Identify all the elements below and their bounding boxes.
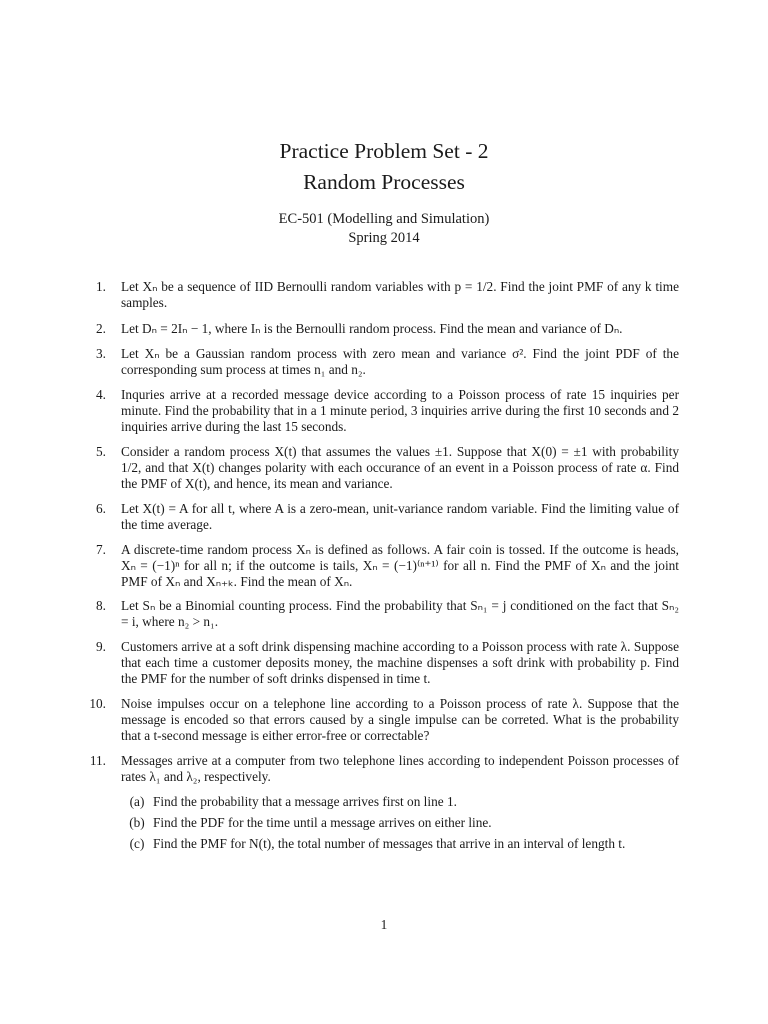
problem-number: 9. bbox=[96, 639, 106, 654]
document-title: Practice Problem Set - 2 bbox=[279, 139, 489, 163]
subpart-label: (c) bbox=[129, 836, 145, 851]
problem-number: 4. bbox=[96, 387, 106, 402]
term: Spring 2014 bbox=[348, 230, 420, 246]
problem-text: Consider a random process X(t) that assumes the values ±1. Suppose that X(0) = ±1 with probability 1/2, and that X(t) changes polarity with each occurance of an event in a Poisson process of rate α. Find the PMF of X(t), and hence, its mean and variance. bbox=[121, 444, 679, 491]
problem-number: 1. bbox=[96, 279, 106, 294]
subpart-text: Find the PMF for N(t), the total number of messages that arrive in an interval of length t. bbox=[153, 836, 626, 851]
subpart-item bbox=[121, 794, 679, 810]
problem-text: Noise impulses occur on a telephone line according to a Poisson process of rate λ. Suppose that the message is encoded so that errors caused by a single impulse can be correted. What is the probability that a t-second message is either error-free or correctable? bbox=[121, 696, 679, 743]
document-subtitle: Random Processes bbox=[303, 170, 465, 194]
problem-number: 2. bbox=[96, 321, 106, 336]
subpart-label: (a) bbox=[129, 794, 145, 809]
problem-number: 7. bbox=[96, 542, 106, 557]
subpart-item bbox=[121, 836, 679, 852]
subpart-text: Find the PDF for the time until a message arrives on either line. bbox=[153, 815, 492, 830]
problem-text: Inquries arrive at a recorded message device according to a Poisson process of rate 15 inquiries per minute. Find the probability that in a 1 minute period, 3 inquiries arrive during the first 10 seconds and 2 inquiries arrive during the last 15 seconds. bbox=[121, 387, 679, 434]
problem-text: Let X(t) = A for all t, where A is a zero-mean, unit-variance random variable. Find the limiting value of the time average. bbox=[121, 501, 679, 532]
problem-text: Customers arrive at a soft drink dispensing machine according to a Poisson process with rate λ. Suppose that each time a customer deposits money, the machine dispenses a soft drink with probability p. Find the PMF for the number of soft drinks dispensed in time t. bbox=[121, 639, 679, 686]
subpart-label: (b) bbox=[129, 815, 145, 830]
problem-number: 8. bbox=[96, 598, 106, 613]
problem-number: 10. bbox=[89, 696, 106, 711]
problem-text: A discrete-time random process Xₙ is defined as follows. A fair coin is tossed. If the outcome is heads, Xₙ = (−1)ⁿ for all n; if the outcome is tails, Xₙ = (−1)⁽ⁿ⁺¹⁾ for all n. Find the PMF of Xₙ and the joint PMF of Xₙ and Xₙ₊ₖ. Find the mean of Xₙ. bbox=[121, 542, 679, 589]
problem-number: 5. bbox=[96, 444, 106, 459]
subpart-text: Find the probability that a message arrives first on line 1. bbox=[153, 794, 457, 809]
problem-text: Let Xₙ be a Gaussian random process with zero mean and variance σ². Find the joint PDF of the corresponding sum process at times n₁ and n₂. bbox=[121, 346, 679, 377]
problem-text: Let Sₙ be a Binomial counting process. Find the probability that Sₙ₁ = j conditioned on the fact that Sₙ₂ = i, where n₂ > n₁. bbox=[121, 598, 679, 629]
problem-text: Messages arrive at a computer from two telephone lines according to independent Poisson processes of rates λ₁ and λ₂, respectively. bbox=[121, 753, 679, 784]
problem-number: 6. bbox=[96, 501, 106, 516]
page-number: 1 bbox=[380, 917, 388, 932]
course-name: EC-501 (Modelling and Simulation) bbox=[278, 211, 490, 227]
problem-text: Let Dₙ = 2Iₙ − 1, where Iₙ is the Bernoulli random process. Find the mean and variance of Dₙ. bbox=[121, 321, 623, 336]
problem-number: 11. bbox=[89, 753, 106, 768]
problem-number: 3. bbox=[96, 346, 106, 361]
subpart-item bbox=[121, 815, 679, 831]
problem-text: Let Xₙ be a sequence of IID Bernoulli random variables with p = 1/2. Find the joint PMF of any k time samples. bbox=[121, 279, 679, 310]
